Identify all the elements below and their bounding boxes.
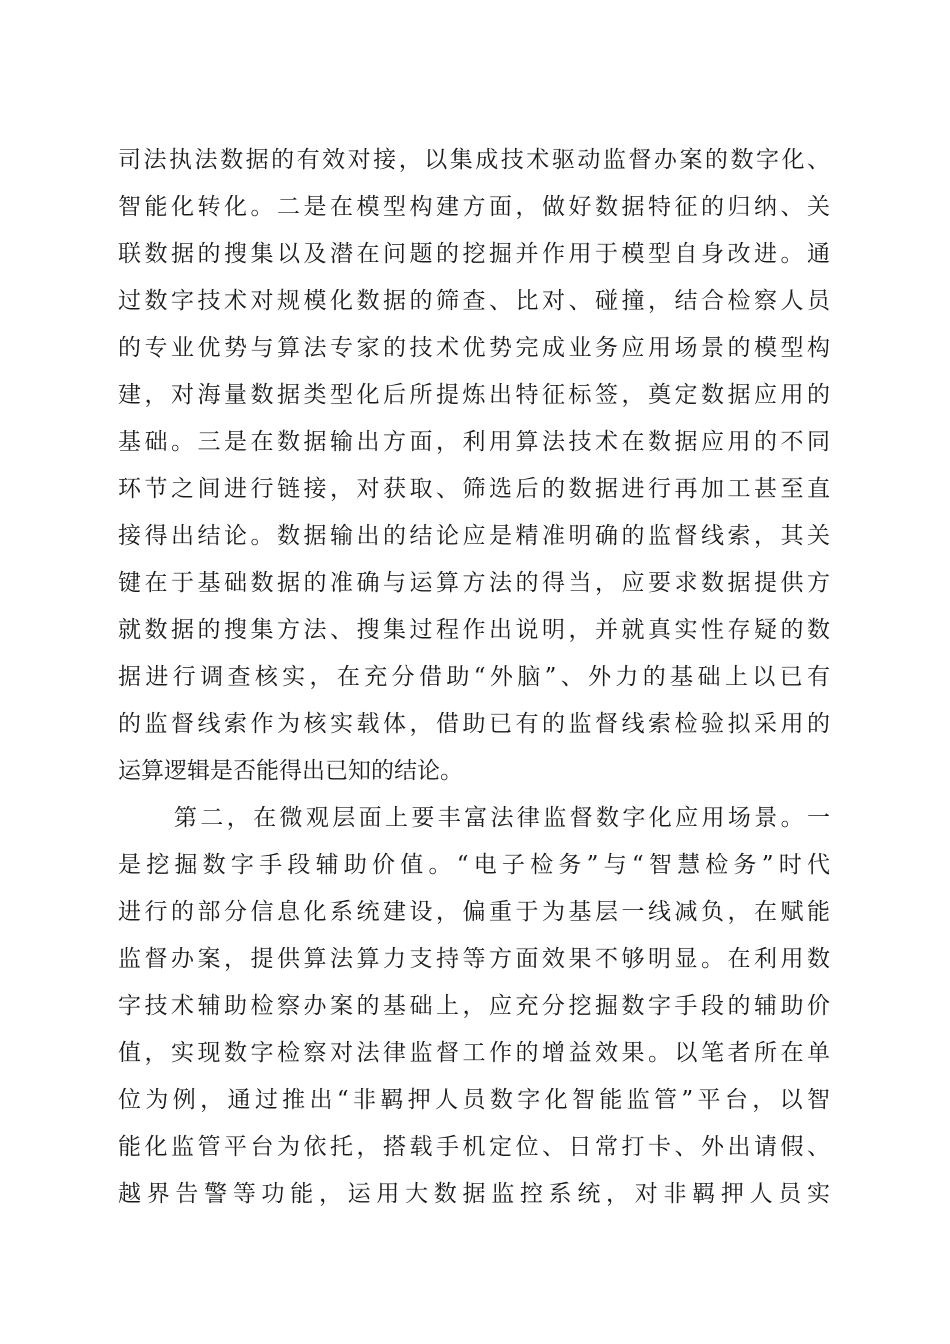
text-line: 环节之间进行链接，对获取、筛选后的数据进行再加工甚至直 <box>118 476 830 502</box>
body-text <box>118 137 830 1218</box>
section-heading-line: 第二，在微观层面上要丰富法律监督数字化应用场景。一 <box>174 805 830 831</box>
text-line: 字技术辅助检察办案的基础上，应充分挖掘数字手段的辅助价 <box>118 993 830 1019</box>
text-line: 越界告警等功能，运用大数据监控系统，对非羁押人员实 <box>118 1181 830 1207</box>
text-line: 过数字技术对规模化数据的筛查、比对、碰撞，结合检察人员 <box>118 288 830 314</box>
text-line: 接得出结论。数据输出的结论应是精准明确的监督线索，其关 <box>118 523 830 549</box>
text-line: 建，对海量数据类型化后所提炼出特征标签，奠定数据应用的 <box>118 382 830 408</box>
text-line: 的监督线索作为核实载体，借助已有的监督线索检验拟采用的 <box>118 711 830 737</box>
text-line: 就数据的搜集方法、搜集过程作出说明，并就真实性存疑的数 <box>118 617 830 643</box>
text-line: 监督办案，提供算法算力支持等方面效果不够明显。在利用数 <box>118 946 830 972</box>
text-line: 键在于基础数据的准确与运算方法的得当，应要求数据提供方 <box>118 570 830 596</box>
text-line: 位为例，通过推出“非羁押人员数字化智能监管”平台，以智 <box>118 1087 830 1113</box>
text-line: 值，实现数字检察对法律监督工作的增益效果。以笔者所在单 <box>118 1040 830 1066</box>
text-line: 基础。三是在数据输出方面，利用算法技术在数据应用的不同 <box>118 429 830 455</box>
text-line: 司法执法数据的有效对接，以集成技术驱动监督办案的数字化、 <box>118 147 830 173</box>
paragraph-end-line: 运算逻辑是否能得出已知的结论。 <box>118 758 463 784</box>
text-line: 的专业优势与算法专家的技术优势完成业务应用场景的模型构 <box>118 335 830 361</box>
text-line: 是挖掘数字手段辅助价值。“电子检务”与“智慧检务”时代 <box>118 852 830 878</box>
text-line: 联数据的搜集以及潜在问题的挖掘并作用于模型自身改进。通 <box>118 241 830 267</box>
text-line: 进行的部分信息化系统建设，偏重于为基层一线减负，在赋能 <box>118 899 830 925</box>
text-line: 智能化转化。二是在模型构建方面，做好数据特征的归纳、关 <box>118 194 830 220</box>
text-line: 能化监管平台为依托，搭载手机定位、日常打卡、外出请假、 <box>118 1134 830 1160</box>
text-line: 据进行调查核实，在充分借助“外脑”、外力的基础上以已有 <box>118 664 830 690</box>
